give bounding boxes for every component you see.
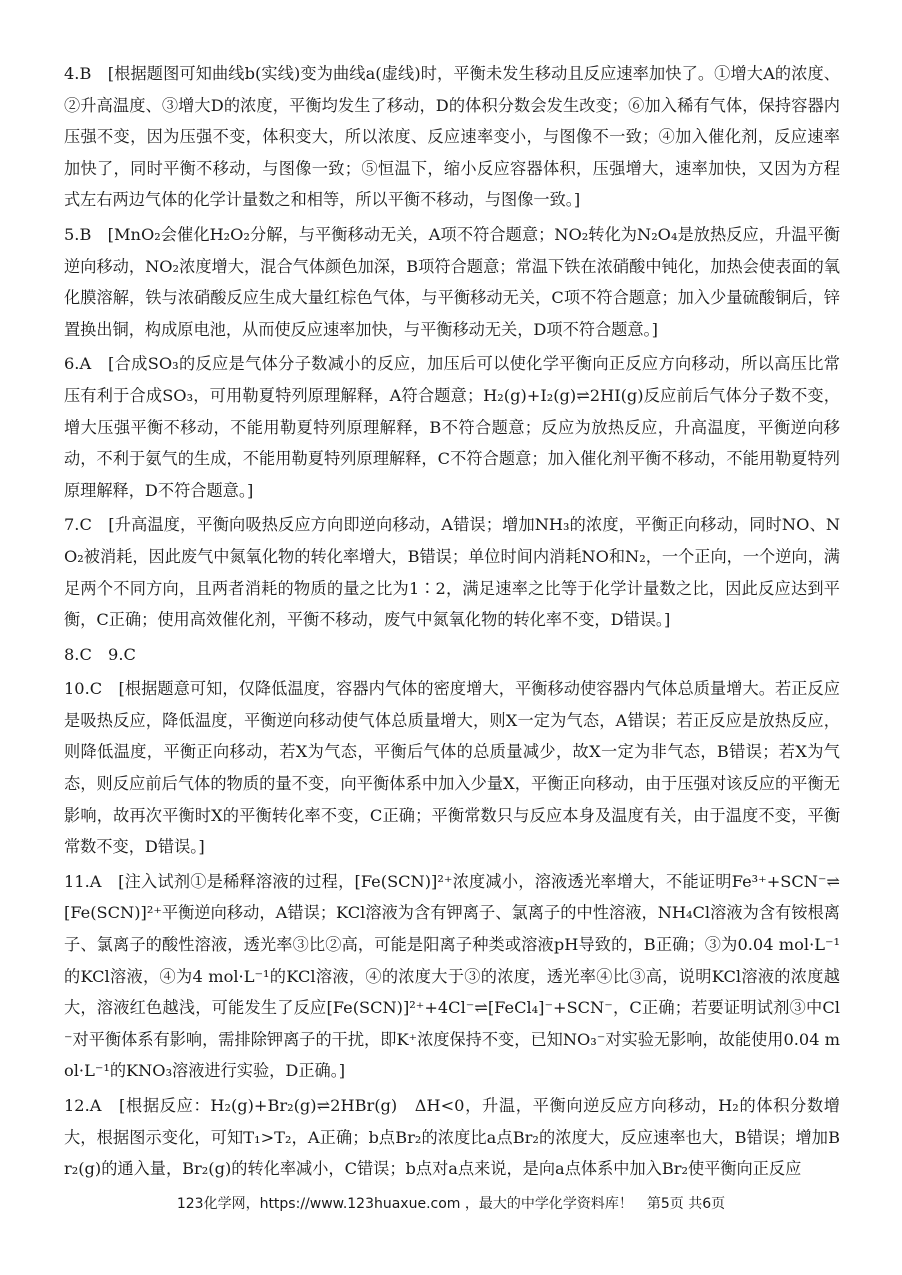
answer-q6: 6.A [合成SO₃的反应是气体分子数减小的反应，加压后可以使化学平衡向正反应方向移动，所以高压比常压有利于合成SO₃，可用勒夏特列原理解释，A符合题意；H₂(g)+I₂(g)⇌2HI(g)反应前后气体分子数不变，增大压强平衡不移动，不能用勒夏特列原理解释，B不符合题意；反应为放热反应，升高温度，平衡逆向移动，不利于氨气的生成，不能用勒夏特列原理解释，C不符合题意；加入催化剂平衡不移动，不能用勒夏特列原理解释，D不符合题意。] xyxy=(64,354,840,500)
answer-q5: 5.B [MnO₂会催化H₂O₂分解，与平衡移动无关，A项不符合题意；NO₂转化为N₂O₄是放热反应，升温平衡逆向移动，NO₂浓度增大，混合气体颜色加深，B项符合题意；常温下铁在浓硝酸中钝化，加热会使表面的氧化膜溶解，铁与浓硝酸反应生成大量红棕色气体，与平衡移动无关，C项不符合题意；加入少量硫酸铜后，锌置换出铜，构成原电池，从而使反应速率加快，与平衡移动无关，D项不符合题意。] xyxy=(64,224,840,339)
answer-q11: 11.A [注入试剂①是稀释溶液的过程，[Fe(SCN)]²⁺浓度减小，溶液透光率增大，不能证明Fe³⁺+SCN⁻⇌[Fe(SCN)]²⁺平衡逆向移动，A错误；KCl溶液为含有钾离子、氯离子的中性溶液，NH₄Cl溶液为含有铵根离子、氯离子的酸性溶液，透光率③比②高，可能是阳离子种类或溶液pH导致的，B正确；③为0.04 mol·L⁻¹的KCl溶液，④为4 mol·L⁻¹的KCl溶液，④的浓度大于③的浓度，透光率④比③高，说明KCl溶液的浓度越大，溶液红色越浅，可能发生了反应[Fe(SCN)]²⁺+4Cl⁻⇌[FeCl₄]⁻+SCN⁻，C正确；若要证明试剂③中Cl⁻对平衡体系有影响，需排除钾离子的干扰，即K⁺浓度保持不变，已知NO₃⁻对实验无影响，故能使用0.04 mol·L⁻¹的KNO₃溶液进行实验，D正确。] xyxy=(64,871,840,1081)
answer-q10: 10.C [根据题意可知，仅降低温度，容器内气体的密度增大，平衡移动使容器内气体总质量增大。若正反应是吸热反应，降低温度，平衡逆向移动使气体总质量增大，则X一定为气态，A错误；若正反应是放热反应，则降低温度，平衡正向移动，若X为气态，平衡后气体的总质量减少，故X一定为非气态，B错误；若X为气态，则反应前后气体的物质的量不变，向平衡体系中加入少量X，平衡正向移动，由于压强对该反应的平衡无影响，故再次平衡时X的平衡转化率不变，C正确；平衡常数只与反应本身及温度有关，由于温度不变，平衡常数不变，D错误。] xyxy=(64,679,840,857)
answer-q4: 4.B [根据题图可知曲线b(实线)变为曲线a(虚线)时，平衡未发生移动且反应速率加快了。①增大A的浓度、②升高温度、③增大D的浓度，平衡均发生了移动，D的体积分数会发生改变；⑥加入稀有气体，保持容器内压强不变，因为压强不变，体积变大，所以浓度、反应速率变小，与图像不一致；④加入催化剂，反应速率加快了，同时平衡不移动，与图像一致；⑤恒温下，缩小反应容器体积，压强增大，速率加快，又因为方程式左右两边气体的化学计量数之和相等，所以平衡不移动，与图像一致。] xyxy=(64,64,840,210)
answer-q7: 7.C [升高温度，平衡向吸热反应方向即逆向移动，A错误；增加NH₃的浓度，平衡正向移动，同时NO、NO₂被消耗，因此废气中氮氧化物的转化率增大，B错误；单位时间内消耗NO和N₂，一个正向，一个逆向，满足两个不同方向，且两者消耗的物质的量之比为1∶2，满足速率之比等于化学计量数之比，因此反应达到平衡，C正确；使用高效催化剂，平衡不移动，废气中氮氧化物的转化率不变，D错误。] xyxy=(64,515,840,630)
answer-q12: 12.A [根据反应：H₂(g)+Br₂(g)⇌2HBr(g) ΔH<0，升温，平衡向逆反应方向移动，H₂的体积分数增大，根据图示变化，可知T₁>T₂，A正确；b点Br₂的浓度比a点Br₂的浓度大，反应速率也大，B错误；增加Br₂(g)的通入量，Br₂(g)的转化率减小，C错误；b点对a点来说，是向a点体系中加入Br₂使平衡向正反应 xyxy=(64,1096,840,1179)
answer-q8-q9: 8.C 9.C xyxy=(64,644,136,664)
answer-explanations xyxy=(64,58,840,1188)
page-footer: 123化学网，https://www.123huaxue.com ，最大的中学化学资料库！ 第5页 共6页 xyxy=(176,1196,726,1212)
